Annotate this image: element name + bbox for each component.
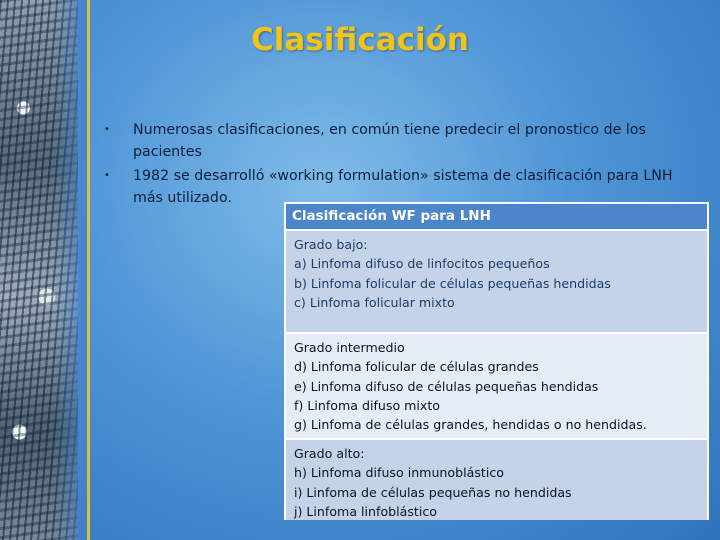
group-item: d) Linfoma folicular de células grandes (294, 359, 539, 375)
bullet-text: Numerosas clasificaciones, en común tiene predecir el pronostico de los pacientes (133, 122, 646, 160)
group-item: e) Linfoma difuso de células pequeñas hendidas (294, 378, 599, 394)
classification-table (284, 202, 709, 520)
group-heading: Grado intermedio (294, 340, 405, 355)
group-item: c) Linfoma folicular mixto (294, 294, 455, 310)
bullet-text: 1982 se desarrolló «working formulation» sistema de clasificación para LNH más utilizado. (133, 168, 673, 206)
group-item: g) Linfoma de células grandes, hendidas o no hendidas. (294, 417, 647, 433)
table-group-low-grade (286, 231, 707, 334)
bullet-list (104, 119, 704, 211)
group-heading: Grado alto: (294, 446, 365, 461)
group-item: b) Linfoma folicular de células pequeñas hendidas (294, 275, 611, 291)
group-item: j) Linfoma linfoblástico (294, 503, 437, 519)
group-heading: Grado bajo: (294, 237, 368, 252)
group-item: h) Linfoma difuso inmunoblástico (294, 465, 504, 481)
group-item: f) Linfoma difuso mixto (294, 397, 441, 413)
strip-fade (52, 0, 88, 540)
group-item: i) Linfoma de células pequeñas no hendidas (294, 484, 572, 500)
table-header: Clasificación WF para LNH (286, 204, 707, 231)
bullet-dot-icon: • (104, 170, 110, 181)
slide-title: Clasificación (250, 22, 469, 58)
bullet-dot-icon: • (104, 124, 110, 135)
accent-divider-line (87, 0, 90, 540)
table-group-intermediate-grade (286, 334, 707, 440)
table-group-high-grade (286, 440, 707, 520)
group-item: a) Linfoma difuso de linfocitos pequeños (294, 256, 550, 272)
bullet-item (104, 119, 704, 163)
